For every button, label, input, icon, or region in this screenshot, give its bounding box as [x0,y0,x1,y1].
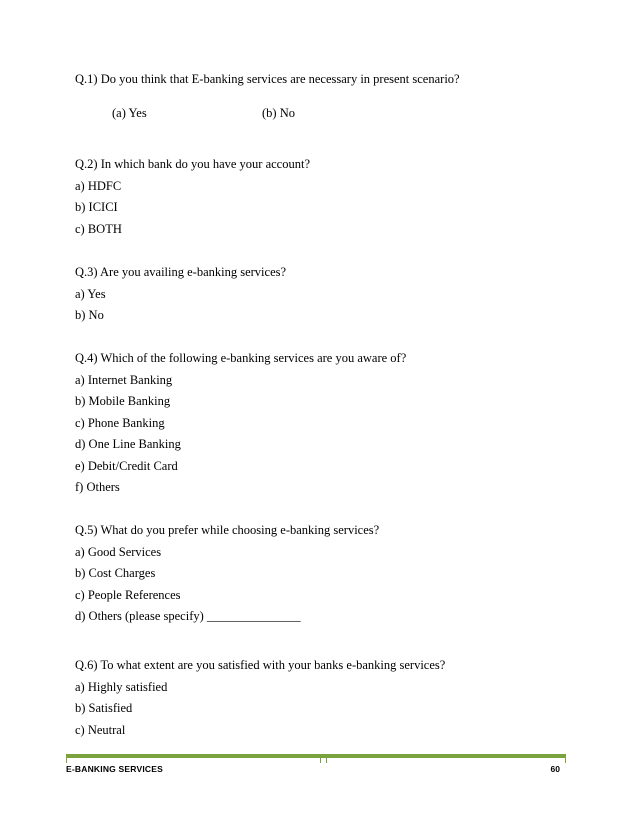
question-6-option-b: b) Satisfied [75,701,133,715]
question-4-option-e: e) Debit/Credit Card [75,458,178,473]
question-4-title: Q.4) Which of the following e-banking services are you aware of? [75,351,407,365]
question-3-option-b: b) No [75,308,104,322]
question-1-title: Q.1) Do you think that E-banking services are necessary in present scenario? [75,72,460,86]
question-2 [75,154,310,240]
question-5-title: Q.5) What do you prefer while choosing e-banking services? [75,523,380,537]
footer-ticks [66,758,566,763]
footer-title: E-BANKING SERVICES [66,764,163,774]
question-3-title: Q.3) Are you availing e-banking services? [75,265,287,279]
page-number: 60 [550,764,560,774]
question-4-option-b: b) Mobile Banking [75,394,171,408]
question-4 [75,348,406,499]
question-5 [75,520,379,628]
question-6-option-c: c) Neutral [75,722,126,737]
question-4-option-c: c) Phone Banking [75,415,165,430]
question-3 [75,262,286,327]
question-2-title: Q.2) In which bank do you have your account? [75,157,310,171]
footer-tick [565,758,566,763]
question-2-option-a: a) HDFC [75,178,122,193]
footer-tick [326,758,327,763]
question-1-option-a: (a) Yes [112,106,147,120]
question-6-title: Q.6) To what extent are you satisfied with your banks e-banking services? [75,658,446,672]
question-1-option-b: (b) No [262,106,295,120]
question-5-option-a: a) Good Services [75,544,162,559]
question-6 [75,655,445,741]
footer-tick [66,758,67,763]
question-5-option-d: d) Others (please specify) _______________ [75,609,301,623]
footer-tick [320,758,321,763]
question-4-option-f: f) Others [75,480,120,494]
question-2-option-b: b) ICICI [75,200,118,214]
question-6-option-a: a) Highly satisfied [75,679,168,694]
question-2-option-c: c) BOTH [75,221,122,236]
question-5-option-c: c) People References [75,587,181,602]
question-4-option-d: d) One Line Banking [75,437,181,451]
question-5-option-b: b) Cost Charges [75,566,156,580]
question-4-option-a: a) Internet Banking [75,372,173,387]
question-3-option-a: a) Yes [75,286,106,301]
